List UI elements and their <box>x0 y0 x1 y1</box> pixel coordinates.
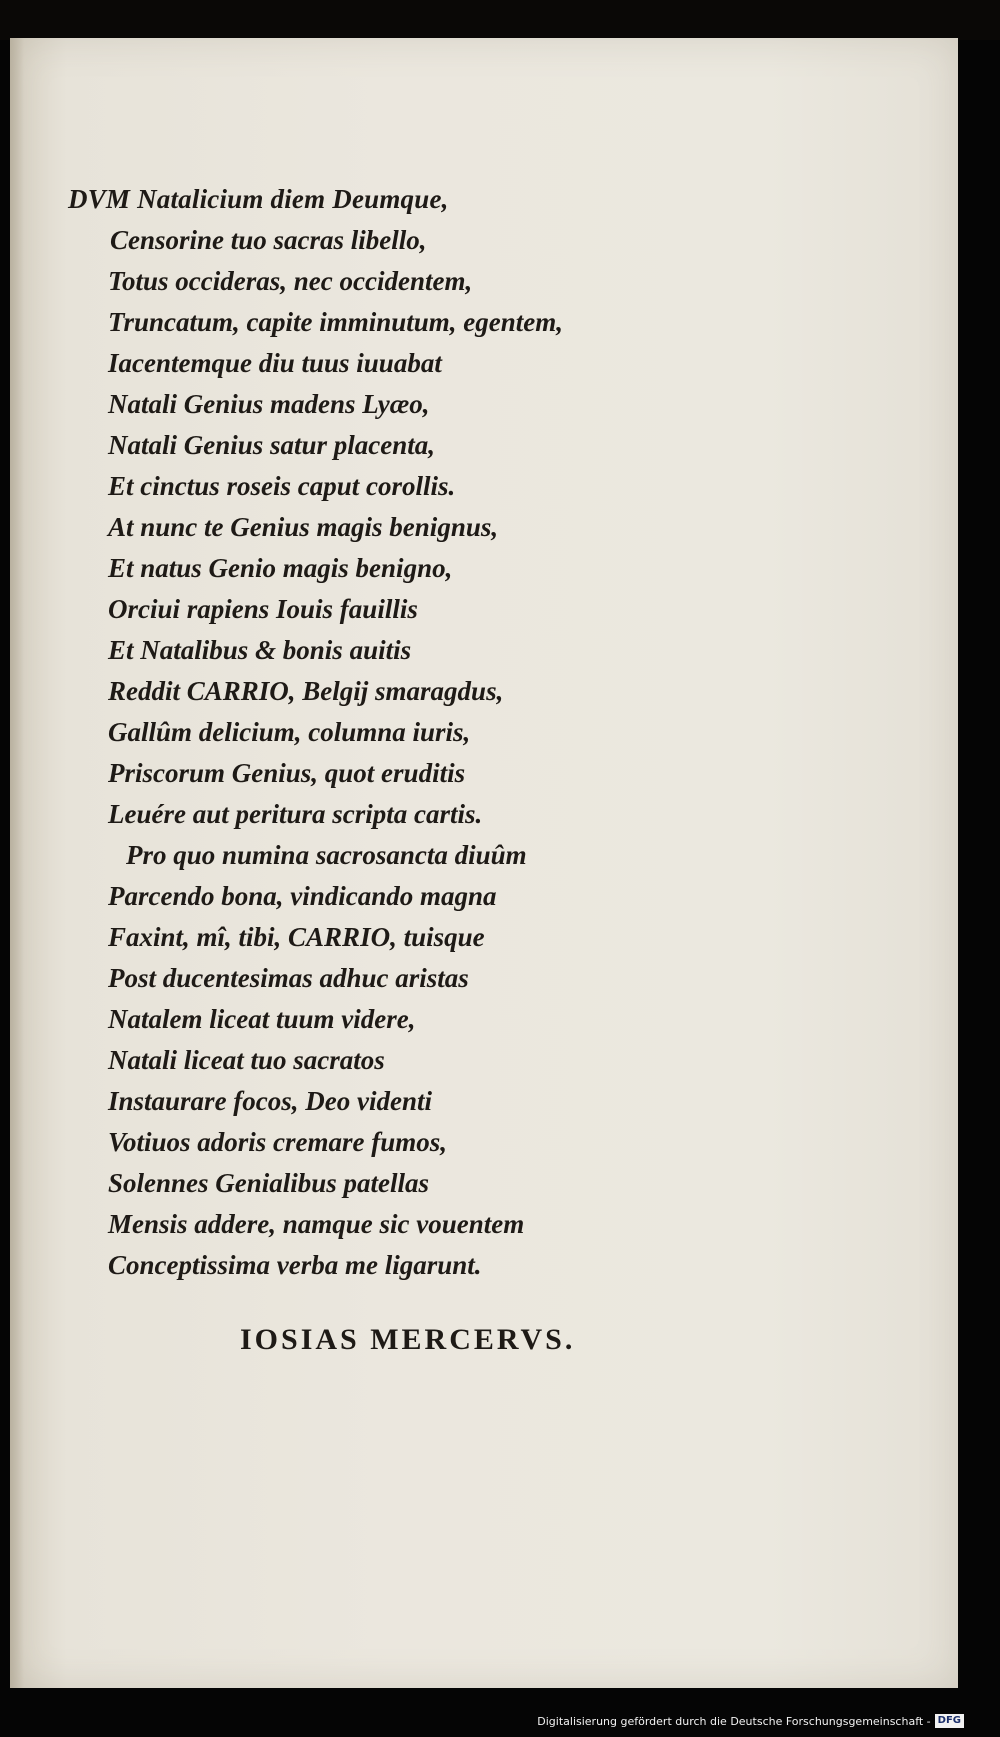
scan-top-border <box>0 0 1000 40</box>
poem-line: DVM Natalicium diem Deumque, <box>68 184 449 214</box>
poem-line: Solennes Genialibus patellas <box>108 1168 430 1198</box>
poem-line: Natali Genius madens Lyæo, <box>108 389 430 419</box>
poem-line: Post ducentesimas adhuc aristas <box>108 963 469 993</box>
poem-line: Reddit CARRIO, Belgij smaragdus, <box>108 676 504 706</box>
poem-line: At nunc te Genius magis benignus, <box>108 512 499 542</box>
poem-line: Orciui rapiens Iouis fauillis <box>108 594 418 624</box>
credit-text: Digitalisierung gefördert durch die Deutsche Forschungsgemeinschaft - <box>537 1714 931 1728</box>
poem-line: Natali liceat tuo sacratos <box>108 1045 385 1075</box>
poem <box>10 38 958 1688</box>
poem-line: Votiuos adoris cremare fumos, <box>108 1127 448 1157</box>
poem-line: Priscorum Genius, quot eruditis <box>108 758 466 788</box>
poem-line: Truncatum, capite imminutum, egentem, <box>108 307 564 337</box>
poem-line: Et Natalibus & bonis auitis <box>108 635 412 665</box>
book-page <box>10 38 958 1688</box>
poem-line: Censorine tuo sacras libello, <box>110 225 427 255</box>
poem-line: Et cinctus roseis caput corollis. <box>108 471 456 501</box>
poem-line: Iacentemque diu tuus iuuabat <box>108 348 442 378</box>
poem-line: Gallûm delicium, columna iuris, <box>108 717 471 747</box>
digitization-credit <box>537 1714 964 1728</box>
poem-line: Instaurare focos, Deo videnti <box>108 1086 432 1116</box>
poem-line: Pro quo numina sacrosancta diuûm <box>126 840 527 870</box>
poem-line: Mensis addere, namque sic vouentem <box>108 1209 525 1239</box>
poem-line: Parcendo bona, vindicando magna <box>108 881 497 911</box>
author-signature: IOSIAS MERCERVS. <box>240 1323 576 1356</box>
poem-line: Leuére aut peritura scripta cartis. <box>108 799 483 829</box>
poem-line: Natalem liceat tuum videre, <box>108 1004 416 1034</box>
poem-line: Conceptissima verba me ligarunt. <box>108 1250 482 1280</box>
poem-line: Natali Genius satur placenta, <box>108 430 436 460</box>
poem-line: Et natus Genio magis benigno, <box>108 553 453 583</box>
poem-line: Faxint, mî, tibi, CARRIO, tuisque <box>108 922 485 952</box>
dfg-logo: DFG <box>935 1714 964 1728</box>
poem-line: Totus occideras, nec occidentem, <box>108 266 473 296</box>
